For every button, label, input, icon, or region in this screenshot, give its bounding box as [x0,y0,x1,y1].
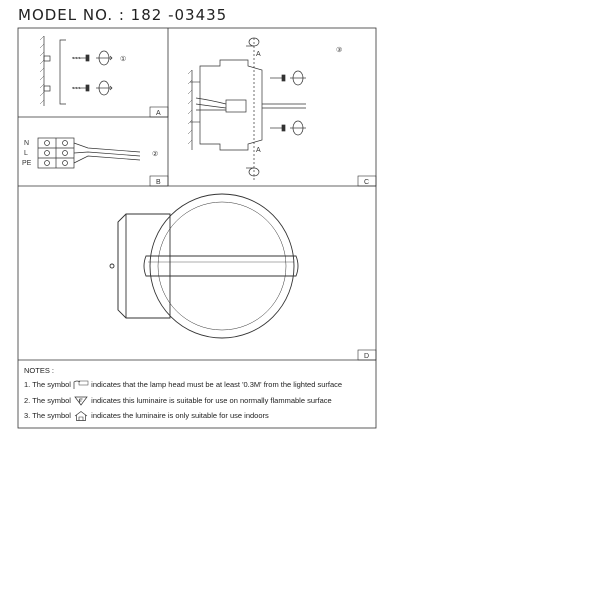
screw-icon [270,75,285,81]
panel-b-terminal-wiring [38,138,140,168]
model-number-title: MODEL NO. : 182 -03435 [18,6,228,24]
note-3-prefix: 3. The symbol [24,411,71,420]
note-item-1 [24,380,342,390]
note-item-2 [24,396,332,406]
screw-icon [72,85,89,91]
section-arrow-a-bottom: A [256,147,261,154]
notes-heading: NOTES : [24,366,55,375]
note-2-prefix: 2. The symbol [24,396,71,405]
rotate-arrow-icon [96,51,112,65]
rotate-arrow-icon [290,71,306,85]
note-1-prefix: 1. The symbol [24,380,71,389]
mounting-bracket-icon [60,40,66,104]
step-2-marker: ② [152,151,159,158]
note-2-text: indicates this luminaire is suitable for use on normally flammable surface [91,396,332,405]
panel-c-fix-lamp-body [188,38,306,182]
rotate-arrow-icon [290,121,306,135]
rotate-arrow-icon [246,38,259,46]
note-3-text: indicates the luminaire is only suitable for use indoors [91,411,269,420]
note-1-text: indicates that the lamp head must be at least '0.3M' from the lighted surface [91,380,343,389]
indoor-house-icon [73,411,89,421]
step-3-marker: ③ [336,47,343,54]
lamp-ring-icon [150,194,294,338]
wire-icon [74,143,140,152]
connector-block-icon [226,100,246,112]
terminal-label-l: L [24,150,28,157]
distance-0.3m-icon [73,380,89,390]
panel-d-assembled-lamp [110,194,298,338]
screw-cap-icon [110,264,114,268]
rotate-arrow-icon [246,168,259,176]
wire-icon [74,156,140,163]
panel-a-letter: A [156,110,161,117]
flammable-surface-f-icon [73,396,89,406]
wire-icon [74,152,140,156]
screw-icon [72,55,89,61]
panel-c-letter: C [364,179,370,186]
rotate-arrow-icon [96,81,112,95]
lamp-base-icon [200,60,262,150]
terminal-label-n: N [24,140,30,147]
panel-b-letter: B [156,179,161,186]
note-item-3 [24,411,269,421]
wall-plug-icon [44,56,50,61]
wire-icon [196,98,226,104]
panel-a-wall-mounting [40,36,112,106]
step-1-marker: ① [120,56,127,63]
terminal-label-pe: PE [22,160,32,167]
wire-icon [196,104,226,108]
section-arrow-a-top: A [256,51,261,58]
screw-icon [270,125,285,131]
lamp-bar-icon [144,256,298,276]
diagram-outer-frame [18,28,376,428]
panel-d-letter: D [364,353,370,360]
wall-plug-icon [44,86,50,91]
